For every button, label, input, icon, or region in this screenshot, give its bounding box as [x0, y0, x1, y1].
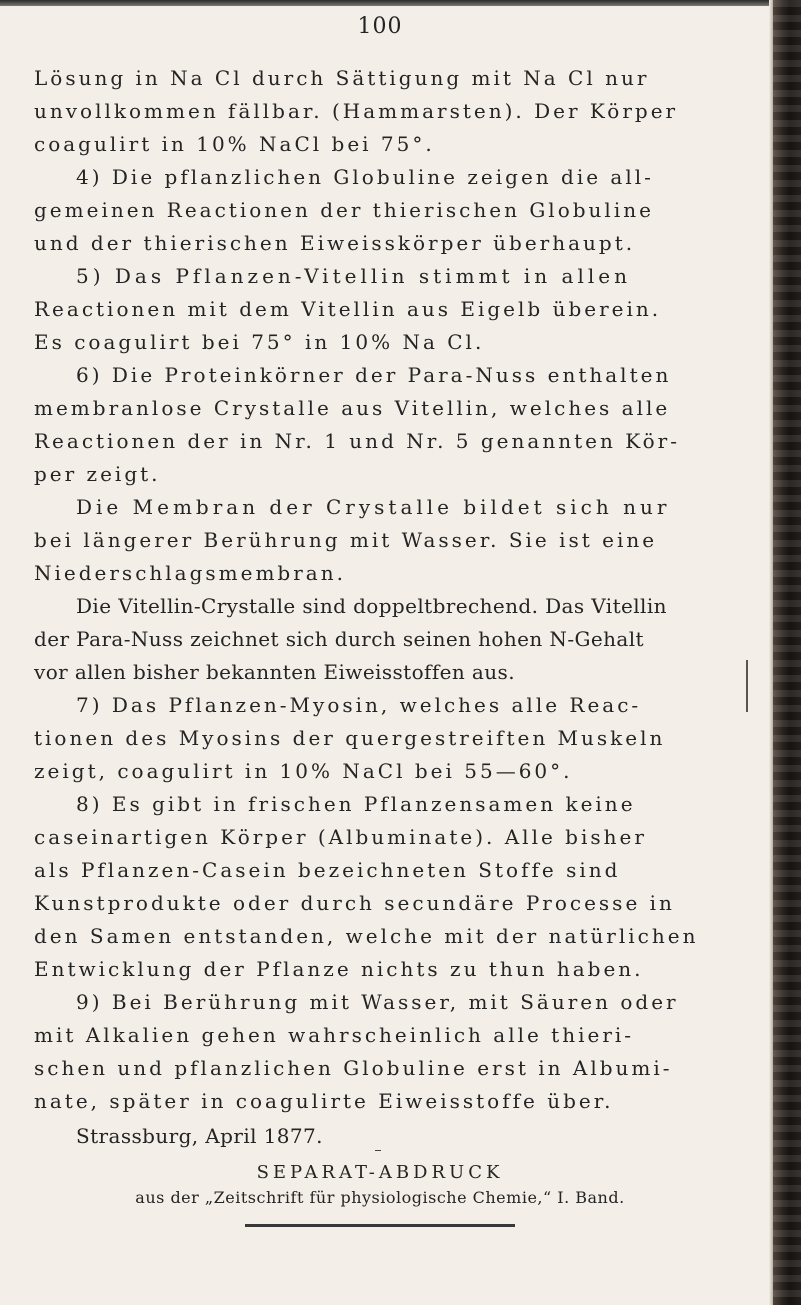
text-line: Die Membran der Crystalle bildet sich nur — [76, 495, 671, 519]
separator-mark — [375, 1150, 381, 1151]
text-line: caseinartigen Körper (Albuminate). Alle bisher — [34, 825, 647, 849]
text-line: Kunstprodukte oder durch secundäre Processe in — [34, 891, 675, 915]
text-line: den Samen entstanden, welche mit der natürlichen — [34, 924, 699, 948]
text-line: unvollkommen fällbar. (Hammarsten). Der Körper — [34, 99, 679, 123]
footer — [0, 1160, 760, 1227]
footer-subtitle: aus der „Zeitschrift für physiologische Chemie,“ I. Band. — [135, 1188, 625, 1207]
footer-rule — [245, 1224, 515, 1227]
text-line: 7) Das Pflanzen-Myosin, welches alle Reac- — [76, 693, 642, 717]
text-line: mit Alkalien gehen wahrscheinlich alle thieri- — [34, 1023, 635, 1047]
text-line: vor allen bisher bekannten Eiweisstoffen aus. — [34, 660, 515, 684]
text-line: membranlose Crystalle aus Vitellin, welches alle — [34, 396, 671, 420]
book-binding — [773, 0, 801, 1305]
text-line: Niederschlagsmembran. — [34, 561, 346, 585]
text-line: nate, später in coagulirte Eiweisstoffe über. — [34, 1089, 614, 1113]
text-line: tionen des Myosins der quergestreiften Muskeln — [34, 726, 666, 750]
text-line: als Pflanzen-Casein bezeichneten Stoffe sind — [34, 858, 621, 882]
text-line: 6) Die Proteinkörner der Para-Nuss enthalten — [76, 363, 672, 387]
text-line: 4) Die pflanzlichen Globuline zeigen die all- — [76, 165, 654, 189]
document-body — [34, 62, 744, 1153]
text-line: coagulirt in 10% NaCl bei 75°. — [34, 132, 435, 156]
text-line: schen und pflanzlichen Globuline erst in Albumi- — [34, 1056, 673, 1080]
text-line: Die Vitellin-Crystalle sind doppeltbrechend. Das Vitellin — [76, 594, 667, 618]
text-line: bei längerer Berührung mit Wasser. Sie ist eine — [34, 528, 658, 552]
signature-line: Strassburg, April 1877. — [76, 1124, 323, 1148]
text-line: gemeinen Reactionen der thierischen Globuline — [34, 198, 654, 222]
margin-mark — [746, 660, 748, 712]
text-line: per zeigt. — [34, 462, 161, 486]
text-line: Entwicklung der Pflanze nichts zu thun haben. — [34, 957, 644, 981]
text-line: 9) Bei Berührung mit Wasser, mit Säuren oder — [76, 990, 679, 1014]
text-line: Reactionen der in Nr. 1 und Nr. 5 genannten Kör- — [34, 429, 680, 453]
text-line: der Para-Nuss zeichnet sich durch seinen hohen N-Gehalt — [34, 627, 644, 651]
page-top-edge — [0, 0, 801, 6]
text-line: zeigt, coagulirt in 10% NaCl bei 55—60°. — [34, 759, 573, 783]
page-number: 100 — [357, 14, 403, 39]
text-line: Es coagulirt bei 75° in 10% Na Cl. — [34, 330, 485, 354]
footer-title: SEPARAT-ABDRUCK — [256, 1162, 504, 1183]
text-line: 8) Es gibt in frischen Pflanzensamen keine — [76, 792, 636, 816]
text-line: 5) Das Pflanzen-Vitellin stimmt in allen — [76, 264, 631, 288]
text-line: und der thierischen Eiweisskörper überhaupt. — [34, 231, 636, 255]
text-line: Lösung in Na Cl durch Sättigung mit Na Cl nur — [34, 66, 650, 90]
text-line: Reactionen mit dem Vitellin aus Eigelb überein. — [34, 297, 662, 321]
